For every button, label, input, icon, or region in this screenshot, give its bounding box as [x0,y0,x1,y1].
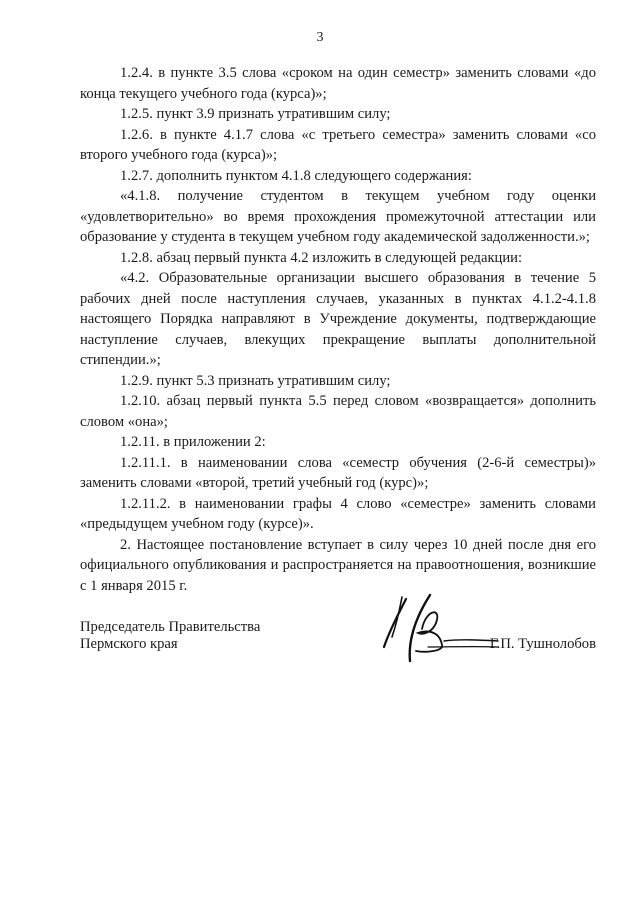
paragraph-1-2-5: 1.2.5. пункт 3.9 признать утратившим силу; [120,106,391,122]
signature-block [80,619,600,679]
signatory-title [80,619,260,653]
paragraph-1-2-7: 1.2.7. дополнить пунктом 4.1.8 следующего содержания: [120,167,472,184]
document-body [80,63,596,596]
signatory-title-line-1: Председатель Правительства [80,619,261,635]
paragraph-1-2-11-1: 1.2.11.1. в наименовании слова «семестр обучения (2-6-й семестры)» заменить словами «второй, третий учебный год (курс)»; [80,454,596,491]
page-number: 3 [316,30,324,45]
quoted-paragraph-4-1-8: «4.1.8. получение студентом в текущем учебном году оценки «удовлетворительно» во время прохождения промежуточной аттестации или образование у студента в текущем учебном году академической задолженности.»; [80,188,596,245]
signatory-title-line-2: Пермского края [80,636,178,652]
paragraph-2-effective-date: 2. Настоящее постановление вступает в силу через 10 дней после дня его официального опубликования и распространяется на правоотношения, возникшие с 1 января 2015 г. [80,536,596,594]
quoted-paragraph-4-2: «4.2. Образовательные организации высшего образования в течение 5 рабочих дней после наступления случаев, указанных в пунктах 4.1.2-4.1.8 настоящего Порядка направляют в Учреждение документы, подтверждающие наступление случаев, влекущих прекращение выплаты дополнительной стипендии.»; [80,270,596,368]
paragraph-1-2-9: 1.2.9. пункт 5.3 признать утратившим силу; [120,372,391,389]
paragraph-1-2-11: 1.2.11. в приложении 2: [120,434,266,450]
paragraph-1-2-4: 1.2.4. в пункте 3.5 слова «сроком на один семестр» заменить словами «до конца текущего учебного года (курса)»; [80,65,596,102]
paragraph-1-2-11-2: 1.2.11.2. в наименовании графы 4 слово «семестре» заменить словами «предыдущем учебном году (курсе)». [80,495,596,532]
handwritten-signature [370,589,500,669]
paragraph-1-2-6: 1.2.6. в пункте 4.1.7 слова «с третьего семестра» заменить словами «со второго учебного года (курса)»; [80,126,596,163]
signatory-name: Г.П. Тушнолобов [489,636,596,652]
paragraph-1-2-8: 1.2.8. абзац первый пункта 4.2 изложить в следующей редакции: [120,249,523,266]
paragraph-1-2-10: 1.2.10. абзац первый пункта 5.5 перед словом «возвращается» дополнить словом «она»; [80,393,596,430]
